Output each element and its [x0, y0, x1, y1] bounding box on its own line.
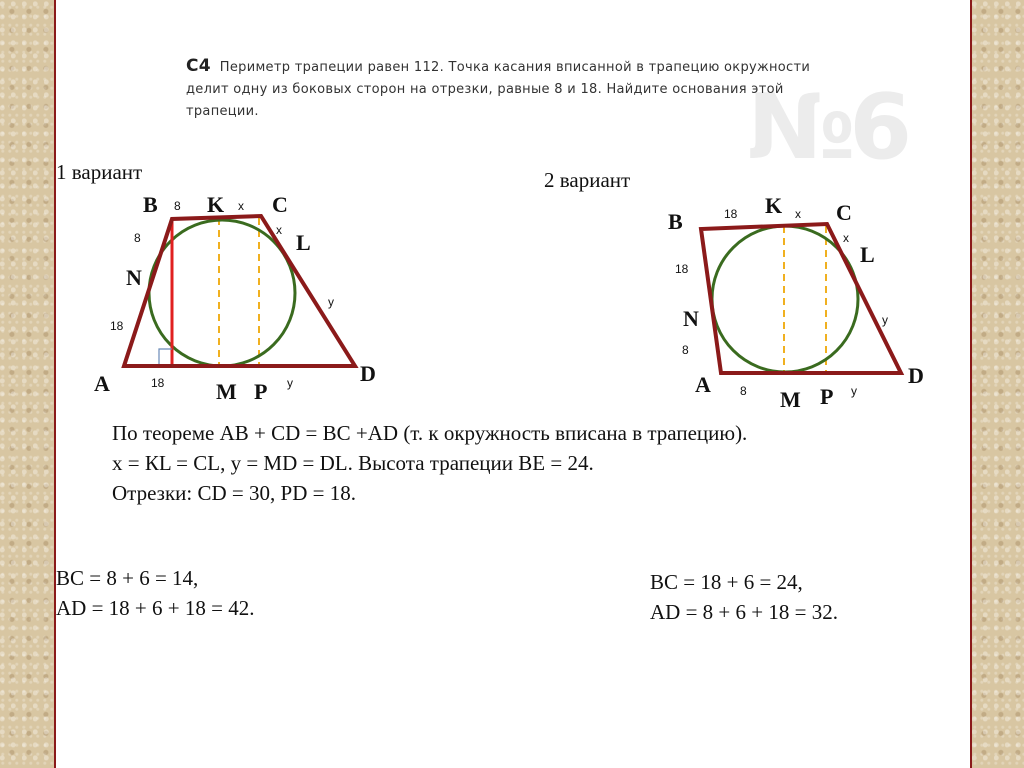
label-d: D	[908, 363, 924, 388]
label-c: C	[272, 192, 288, 217]
seg-am: 8	[740, 384, 747, 398]
seg-na: 8	[682, 343, 689, 357]
watermark: №6	[747, 75, 906, 180]
result-2-ad: AD = 8 + 6 + 18 = 32.	[650, 600, 838, 624]
solution-line-1: По теореме AB + CD = BC +AD (т. к окружность вписана в трапецию).	[112, 421, 748, 445]
problem-text-1: Периметр трапеции равен 112. Точка касания вписанной в трапецию окружности	[219, 60, 811, 75]
variant-1-title: 1 вариант	[56, 160, 143, 184]
seg-bk: 18	[724, 207, 738, 221]
variant-2-title: 2 вариант	[544, 168, 631, 192]
seg-kc: x	[238, 199, 244, 213]
slide	[56, 0, 970, 768]
label-l: L	[296, 230, 311, 255]
label-p: P	[820, 384, 834, 409]
label-a: A	[94, 371, 110, 396]
result-variant-2	[650, 567, 838, 627]
solution-line-3: Отрезки: CD = 30, PD = 18.	[112, 481, 356, 505]
seg-ld: y	[328, 295, 334, 309]
seg-cl: x	[276, 223, 282, 237]
right-border-panel	[970, 0, 1024, 768]
label-d: D	[360, 361, 376, 386]
result-variant-1	[56, 563, 254, 623]
label-n: N	[683, 306, 699, 331]
label-a: A	[695, 372, 711, 397]
seg-pd: y	[287, 376, 293, 390]
seg-pd: y	[851, 384, 857, 398]
label-n: N	[126, 265, 142, 290]
label-m: M	[216, 379, 237, 404]
label-b: B	[143, 192, 158, 217]
solution-line-2: x = КL = CL, y = MD = DL. Высота трапеции BE = 24.	[112, 451, 594, 475]
label-k: K	[207, 192, 225, 217]
solution-text	[112, 418, 747, 508]
label-p: P	[254, 379, 268, 404]
seg-bn: 18	[675, 262, 689, 276]
left-border-panel	[0, 0, 56, 768]
result-1-bc: BC = 8 + 6 = 14,	[56, 566, 199, 590]
seg-cl: x	[843, 231, 849, 245]
problem-line-3: трапеции.	[186, 104, 259, 119]
problem-line-2: делит одну из боковых сторон на отрезки, равные 8 и 18. Найдите основания этой	[186, 82, 784, 97]
label-m: M	[780, 387, 801, 412]
seg-ld: y	[882, 313, 888, 327]
seg-na: 18	[110, 319, 124, 333]
seg-bn: 8	[134, 231, 141, 245]
variant-2-diagram	[56, 0, 970, 768]
problem-number: C4	[186, 56, 211, 76]
label-l: L	[860, 242, 875, 267]
seg-kc: x	[795, 207, 801, 221]
label-c: C	[836, 200, 852, 225]
label-k: K	[765, 193, 783, 218]
seg-bk: 8	[174, 199, 181, 213]
result-1-ad: AD = 18 + 6 + 18 = 42.	[56, 596, 255, 620]
label-b: B	[668, 209, 683, 234]
seg-am: 18	[151, 376, 165, 390]
result-2-bc: BC = 18 + 6 = 24,	[650, 570, 803, 594]
